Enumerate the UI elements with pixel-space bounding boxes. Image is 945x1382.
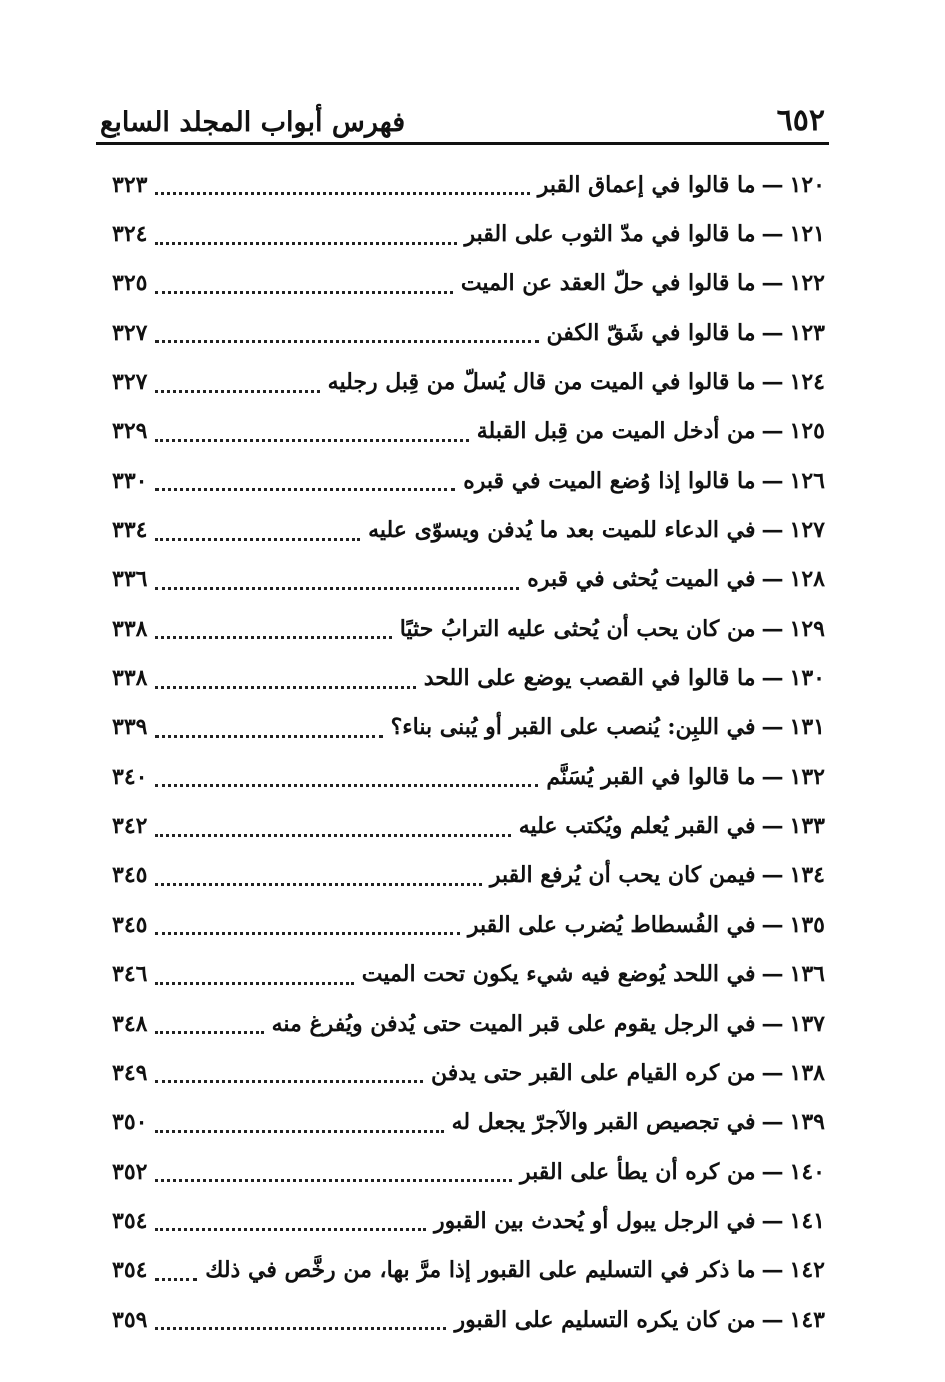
- entry-number: ١٢١: [789, 221, 825, 248]
- entry-title: في الميت يُحثى في قبره: [527, 566, 756, 593]
- entry-number: ١٢٦: [789, 467, 825, 494]
- header-rule: [96, 142, 829, 145]
- entry-page-number: ٣٢٧: [112, 319, 148, 346]
- toc-entry: [112, 752, 825, 801]
- dot-leader: [155, 1031, 263, 1034]
- dot-leader: [155, 1278, 197, 1281]
- entry-separator: —: [761, 221, 784, 248]
- dot-leader: [155, 1327, 446, 1330]
- dot-leader: [155, 439, 468, 442]
- dot-leader: [155, 1130, 443, 1133]
- entry-number: ١٣٠: [789, 665, 825, 692]
- entry-number: ١٢٥: [789, 418, 825, 445]
- entry-separator: —: [761, 1158, 784, 1185]
- toc-entry: [112, 505, 825, 554]
- entry-title: من كره أن يطأ على القبر: [519, 1158, 756, 1185]
- entry-page-number: ٣٢٥: [112, 270, 148, 297]
- entry-number: ١٣٦: [789, 961, 825, 988]
- toc-entry: [112, 900, 825, 949]
- toc-entry: [112, 801, 825, 850]
- entry-separator: —: [761, 665, 784, 692]
- dot-leader: [155, 932, 459, 935]
- toc-entry: [112, 851, 825, 900]
- dot-leader: [155, 390, 319, 393]
- entry-separator: —: [761, 813, 784, 840]
- entry-title: ما قالوا في حلّ العقد عن الميت: [460, 270, 756, 297]
- toc-entry: [112, 1098, 825, 1147]
- entry-page-number: ٣٤٢: [112, 813, 148, 840]
- toc-entry: [112, 456, 825, 505]
- entry-separator: —: [761, 1010, 784, 1037]
- entry-page-number: ٣٤٥: [112, 862, 148, 889]
- entry-title: من كان يحب أن يُحثى عليه الترابُ حثيًا: [399, 615, 756, 642]
- entry-page-number: ٣٥٩: [112, 1306, 148, 1333]
- toc-list: [112, 160, 825, 1344]
- entry-title: في اللبِن: يُنصب على القبر أو يُبنى بناء؟: [390, 714, 756, 741]
- entry-page-number: ٣٢٣: [112, 171, 148, 198]
- dot-leader: [155, 784, 538, 787]
- entry-page-number: ٣٣٦: [112, 566, 148, 593]
- entry-title: ما قالوا في القصب يوضع على اللحد: [423, 665, 756, 692]
- entry-separator: —: [761, 961, 784, 988]
- entry-separator: —: [761, 319, 784, 346]
- entry-page-number: ٣٣٠: [112, 467, 148, 494]
- entry-title: ما قالوا في الميت من قال يُسلّ من قِبل رجليه: [327, 369, 756, 396]
- entry-separator: —: [761, 517, 784, 544]
- entry-separator: —: [761, 566, 784, 593]
- toc-entry: [112, 1246, 825, 1295]
- entry-number: ١٢٨: [789, 566, 825, 593]
- entry-number: ١٢٢: [789, 270, 825, 297]
- toc-entry: [112, 1048, 825, 1097]
- entry-number: ١٣٣: [789, 813, 825, 840]
- entry-page-number: ٣٤٥: [112, 911, 148, 938]
- entry-page-number: ٣٥٠: [112, 1109, 148, 1136]
- entry-separator: —: [761, 763, 784, 790]
- entry-page-number: ٣٢٩: [112, 418, 148, 445]
- toc-entry: [112, 604, 825, 653]
- page-header: [100, 92, 825, 136]
- entry-number: ١٢٧: [789, 517, 825, 544]
- entry-page-number: ٣٥٤: [112, 1257, 148, 1284]
- entry-number: ١٣٧: [789, 1010, 825, 1037]
- dot-leader: [155, 587, 519, 590]
- entry-separator: —: [761, 615, 784, 642]
- entry-number: ١٢٤: [789, 369, 825, 396]
- entry-page-number: ٣٢٤: [112, 221, 148, 248]
- entry-title: في الرجل يبول أو يُحدث بين القبور: [434, 1207, 756, 1234]
- entry-separator: —: [761, 1207, 784, 1234]
- entry-title: في تجصيص القبر والآجرّ يجعل له: [451, 1109, 756, 1136]
- entry-page-number: ٣٣٨: [112, 665, 148, 692]
- entry-separator: —: [761, 714, 784, 741]
- toc-entry: [112, 555, 825, 604]
- entry-title: من أدخل الميت من قِبل القبلة: [476, 418, 756, 445]
- entry-title: ما قالوا في مدّ الثوب على القبر: [464, 221, 756, 248]
- entry-title: في الدعاء للميت بعد ما يُدفن ويسوّى عليه: [368, 517, 756, 544]
- toc-entry: [112, 357, 825, 406]
- toc-entry: [112, 1295, 825, 1344]
- toc-entry: [112, 1196, 825, 1245]
- toc-entry: [112, 950, 825, 999]
- dot-leader: [155, 686, 415, 689]
- dot-leader: [155, 735, 382, 738]
- running-title: فهرس أبواب المجلد السابع: [100, 107, 406, 138]
- entry-number: ١٤٢: [789, 1257, 825, 1284]
- entry-title: في اللحد يُوضع فيه شيء يكون تحت الميت: [361, 961, 756, 988]
- dot-leader: [155, 834, 510, 837]
- toc-entry: [112, 308, 825, 357]
- entry-title: في الرجل يقوم على قبر الميت حتى يُدفن ويُفرغ منه: [271, 1010, 756, 1037]
- entry-number: ١٤٠: [789, 1158, 825, 1185]
- dot-leader: [155, 538, 360, 541]
- entry-separator: —: [761, 1306, 784, 1333]
- dot-leader: [155, 636, 391, 639]
- toc-entry: [112, 209, 825, 258]
- entry-title: ما قالوا في القبر يُسَنَّم: [546, 763, 756, 790]
- entry-title: من كان يكره التسليم على القبور: [454, 1306, 756, 1333]
- entry-number: ١٢٣: [789, 319, 825, 346]
- entry-page-number: ٣٤٠: [112, 763, 148, 790]
- dot-leader: [155, 242, 456, 245]
- entry-number: ١٣٩: [789, 1109, 825, 1136]
- entry-number: ١٣٤: [789, 862, 825, 889]
- dot-leader: [155, 883, 481, 886]
- toc-entry: [112, 653, 825, 702]
- toc-entry: [112, 703, 825, 752]
- entry-title: في القبر يُعلم ويُكتب عليه: [518, 813, 756, 840]
- entry-page-number: ٣٣٩: [112, 714, 148, 741]
- entry-page-number: ٣٥٤: [112, 1207, 148, 1234]
- dot-leader: [155, 1179, 512, 1182]
- entry-number: ١٣١: [789, 714, 825, 741]
- entry-number: ١٤٣: [789, 1306, 825, 1333]
- entry-page-number: ٣٣٨: [112, 615, 148, 642]
- dot-leader: [155, 1080, 423, 1083]
- entry-page-number: ٣٣٤: [112, 517, 148, 544]
- entry-page-number: ٣٤٩: [112, 1059, 148, 1086]
- entry-number: ١٢٠: [789, 171, 825, 198]
- dot-leader: [155, 982, 353, 985]
- entry-separator: —: [761, 1257, 784, 1284]
- entry-separator: —: [761, 270, 784, 297]
- entry-title: ما قالوا في شَقّ الكفن: [546, 319, 756, 346]
- entry-separator: —: [761, 171, 784, 198]
- entry-separator: —: [761, 418, 784, 445]
- dot-leader: [155, 291, 452, 294]
- entry-title: ما قالوا في إعماق القبر: [537, 171, 756, 198]
- entry-separator: —: [761, 369, 784, 396]
- entry-title: من كره القيام على القبر حتى يدفن: [431, 1059, 756, 1086]
- entry-number: ١٢٩: [789, 615, 825, 642]
- entry-separator: —: [761, 1059, 784, 1086]
- entry-separator: —: [761, 467, 784, 494]
- toc-entry: [112, 160, 825, 209]
- toc-entry: [112, 999, 825, 1048]
- dot-leader: [155, 340, 538, 343]
- entry-title: في الفُسطاط يُضرب على القبر: [467, 911, 756, 938]
- dot-leader: [155, 192, 529, 195]
- entry-separator: —: [761, 1109, 784, 1136]
- page-number: ٦٥٢: [776, 103, 825, 138]
- entry-title: ما ذكر في التسليم على القبور إذا مرَّ بها، من رخَّص في ذلك: [205, 1257, 756, 1284]
- entry-number: ١٣٨: [789, 1059, 825, 1086]
- entry-page-number: ٣٤٦: [112, 961, 148, 988]
- entry-page-number: ٣٤٨: [112, 1010, 148, 1037]
- entry-number: ١٣٥: [789, 911, 825, 938]
- entry-title: فيمن كان يحب أن يُرفع القبر: [489, 862, 756, 889]
- dot-leader: [155, 1228, 426, 1231]
- entry-page-number: ٣٢٧: [112, 369, 148, 396]
- entry-number: ١٣٢: [789, 763, 825, 790]
- entry-separator: —: [761, 862, 784, 889]
- toc-entry: [112, 407, 825, 456]
- toc-entry: [112, 1147, 825, 1196]
- dot-leader: [155, 488, 455, 491]
- toc-entry: [112, 259, 825, 308]
- entry-separator: —: [761, 911, 784, 938]
- entry-page-number: ٣٥٢: [112, 1158, 148, 1185]
- entry-title: ما قالوا إذا وُضع الميت في قبره: [463, 467, 756, 494]
- entry-number: ١٤١: [789, 1207, 825, 1234]
